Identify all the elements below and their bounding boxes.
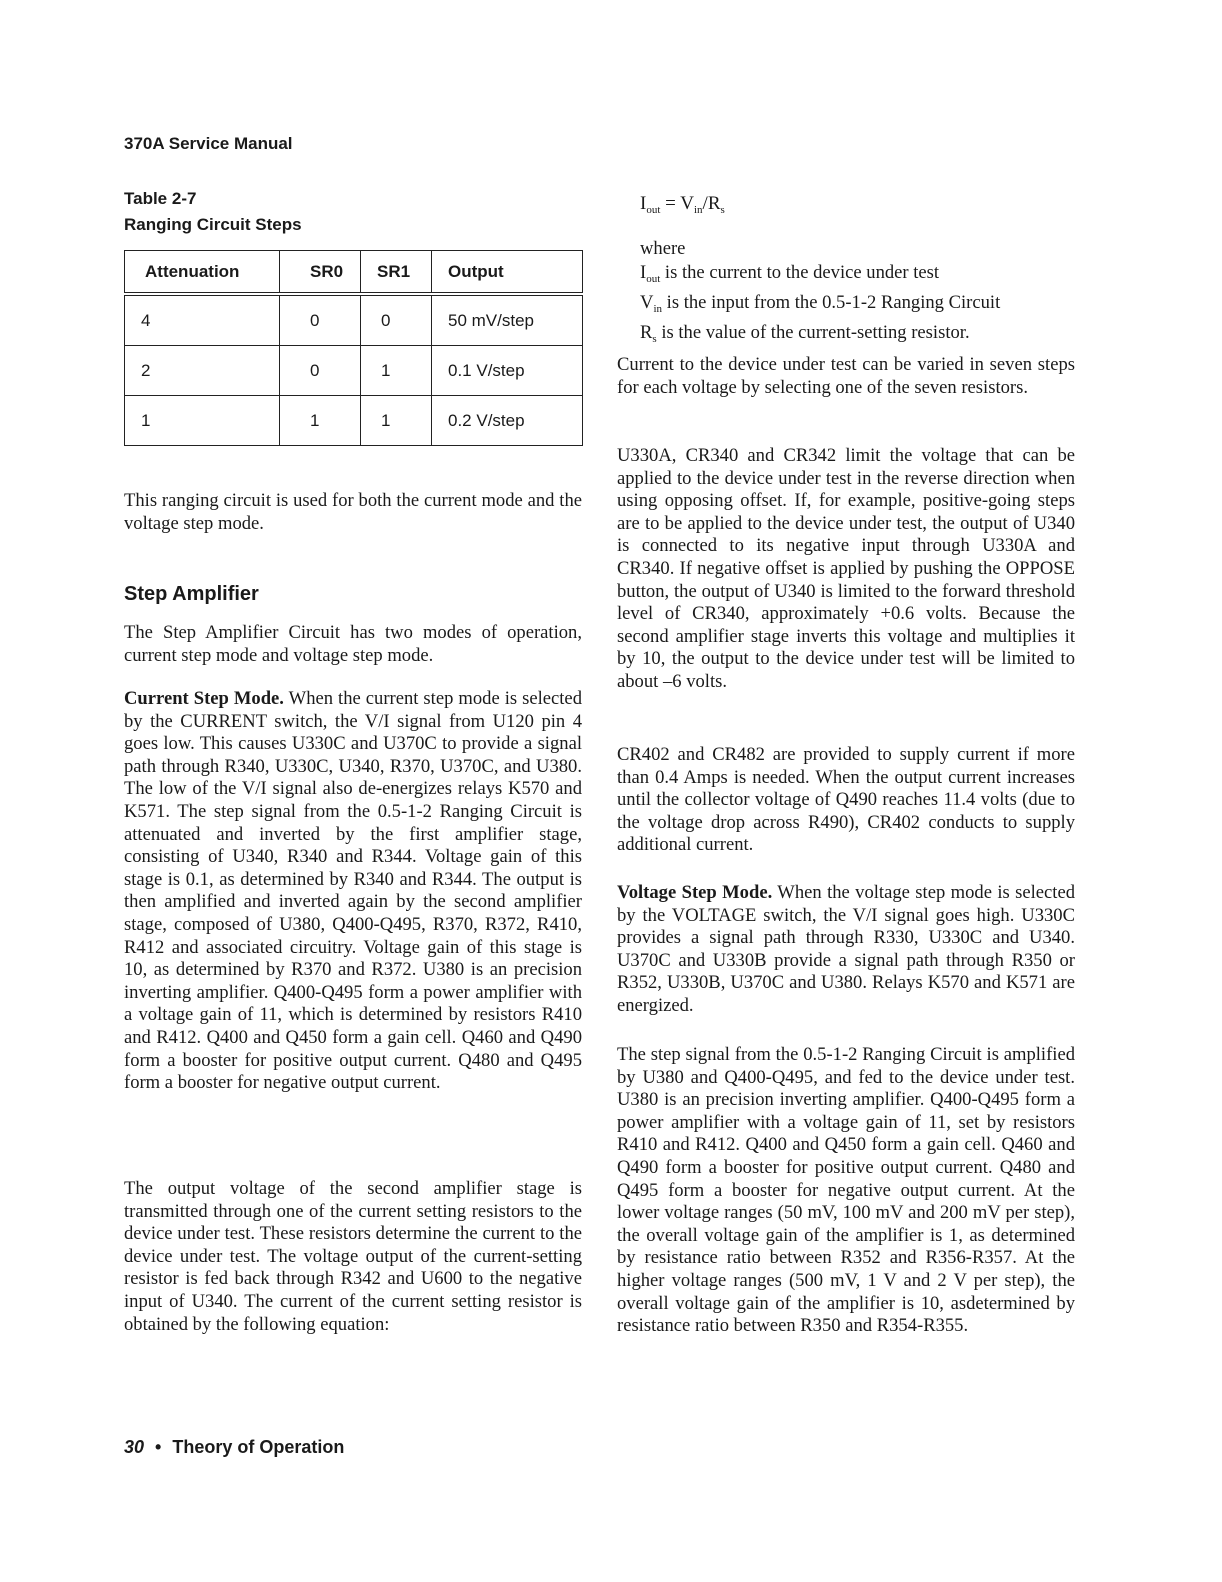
voltage-step-mode-label: Voltage Step Mode. bbox=[617, 882, 773, 903]
ranging-steps-table bbox=[124, 250, 583, 446]
table-header-row bbox=[125, 251, 583, 295]
current-equation: $I_{out} = V_{in}/R_s$ bbox=[640, 193, 725, 216]
definition-iout: $I_{out}$ is the current to the device under test bbox=[640, 262, 940, 285]
definition-vin: $V_{in}$ is the input from the 0.5-1-2 Ranging Circuit bbox=[640, 292, 1001, 315]
booster-diodes-paragraph: CR402 and CR482 are provided to supply current if more than 0.4 Amps is needed. When the output current increases until the collector voltage of Q490 reaches 11.4 volts (due to the voltage drop across R490), CR402 conducts to supply additional current. bbox=[617, 744, 1075, 856]
cell-attenuation: 2 bbox=[125, 346, 280, 396]
step-signal-paragraph: The step signal from the 0.5-1-2 Ranging Circuit is amplified by U380 and Q400-Q495, and fed to the device under test. U380 is an precision inverting amplifier. Q400-Q495 form a power amplifier with a voltage gain of 11, set by resistors R410 and R412. Q400 and Q450 form a gain cell. Q460 and Q490 form a booster for positive output current. Q480 and Q495 form a booster for negative output current. At the lower voltage ranges (50 mV, 100 mV and 200 mV per step), the overall voltage gain of the amplifier is 1, as determined by resistance ratio between R352 and R356-R357. At the higher voltage ranges (500 mV, 1 V and 2 V per step), the overall voltage gain of the amplifier is 10, asdetermined by resistance ratio between R350 and R354-R355. bbox=[617, 1044, 1075, 1337]
table-row bbox=[125, 346, 583, 396]
cell-sr1: 1 bbox=[361, 396, 432, 446]
voltage-step-mode-paragraph bbox=[617, 882, 1075, 1018]
cell-sr0: 1 bbox=[280, 396, 361, 446]
column-header-sr1: SR1 bbox=[361, 251, 432, 295]
cell-attenuation: 1 bbox=[125, 396, 280, 446]
section-title: Step Amplifier bbox=[124, 583, 259, 605]
cell-output: 50 mV/step bbox=[432, 294, 583, 346]
column-header-sr0: SR0 bbox=[280, 251, 361, 295]
current-step-mode-paragraph bbox=[124, 688, 582, 1095]
cell-output: 0.2 V/step bbox=[432, 396, 583, 446]
definition-rs: $R_s$ is the value of the current-setting resistor. bbox=[640, 322, 970, 345]
table-row bbox=[125, 294, 583, 346]
footer-section: Theory of Operation bbox=[172, 1437, 345, 1457]
voltage-step-mode-text: When the voltage step mode is selected by the VOLTAGE switch, the V/I signal goes high. U330C provides a signal path through R330, U330C and U340. U370C and U330B provide a signal path through R350 or R352, U330B, U370C and U380. Relays K570 and K571 are energized. bbox=[617, 882, 1075, 1016]
cell-output: 0.1 V/step bbox=[432, 346, 583, 396]
cell-sr0: 0 bbox=[280, 294, 361, 346]
where-label: where bbox=[640, 238, 686, 259]
footer-bullet: • bbox=[155, 1437, 162, 1457]
current-step-mode-text: When the current step mode is selected by the CURRENT switch, the V/I signal from U120 pin 4 goes low. This causes U330C and U370C to provide a signal path through R340, U330C, U340, R370, U370C, and U380. The low of the V/I signal also de-energizes relays K570 and K571. The step signal from the 0.5-1-2 Ranging Circuit is attenuated and inverted by the first amplifier stage, consisting of U340, R340 and R344. Voltage gain of this stage is 0.1, as determined by R340 and R344. The output is then amplified and inverted again by the second amplifier stage, composed of U380, Q400-Q495, R370, R372, R410, R412 and associated circuitry. Voltage gain of this stage is 10, as determined by R370 and R372. U380 is an precision inverting amplifier. Q400-Q495 form a power amplifier with a voltage gain of 11, which is determined by resistors R410 and R412. Q400 and Q450 form a gain cell. Q460 and Q490 form a booster for positive output current. Q480 and Q495 form a booster for negative output current. bbox=[124, 688, 582, 1094]
column-header-attenuation: Attenuation bbox=[125, 251, 280, 295]
current-step-mode-label: Current Step Mode. bbox=[124, 688, 284, 709]
table-caption bbox=[124, 186, 302, 238]
page-header: 370A Service Manual bbox=[124, 134, 293, 153]
column-header-output: Output bbox=[432, 251, 583, 295]
equation-definitions bbox=[640, 237, 1000, 351]
cell-sr1: 0 bbox=[361, 294, 432, 346]
cell-sr1: 1 bbox=[361, 346, 432, 396]
cell-attenuation: 4 bbox=[125, 294, 280, 346]
current-steps-paragraph: Current to the device under test can be varied in seven steps for each voltage by selecting one of the seven resistors. bbox=[617, 354, 1075, 398]
table-title: Ranging Circuit Steps bbox=[124, 215, 302, 234]
opposing-offset-paragraph: U330A, CR340 and CR342 limit the voltage that can be applied to the device under test in the reverse direction when using opposing offset. If, for example, positive-going steps are to be applied to the device under test, the output of U340 is connected to its negative input through U330A and CR340. If negative offset is applied by pushing the OPPOSE button, the output of U340 is limited to the forward threshold level of CR340, approximately +0.6 volts. Because the second amplifier stage inverts this voltage and multiplies it by 10, the output to the device under test will be limited to about –6 volts. bbox=[617, 445, 1075, 692]
ranging-intro-paragraph: This ranging circuit is used for both the current mode and the voltage step mode. bbox=[124, 490, 582, 534]
output-voltage-paragraph: The output voltage of the second amplifier stage is transmitted through one of the current setting resistors to the device under test. These resistors determine the current to the device under test. The voltage output of the current-setting resistor is fed back through R342 and U600 to the negative input of U340. The current of the current setting resistor is obtained by the following equation: bbox=[124, 1178, 582, 1335]
page-footer bbox=[124, 1437, 344, 1458]
table-row bbox=[125, 396, 583, 446]
table-label: Table 2-7 bbox=[124, 189, 197, 208]
step-amplifier-intro: The Step Amplifier Circuit has two modes of operation, current step mode and voltage step mode. bbox=[124, 622, 582, 666]
cell-sr0: 0 bbox=[280, 346, 361, 396]
page-number: 30 bbox=[124, 1437, 145, 1457]
